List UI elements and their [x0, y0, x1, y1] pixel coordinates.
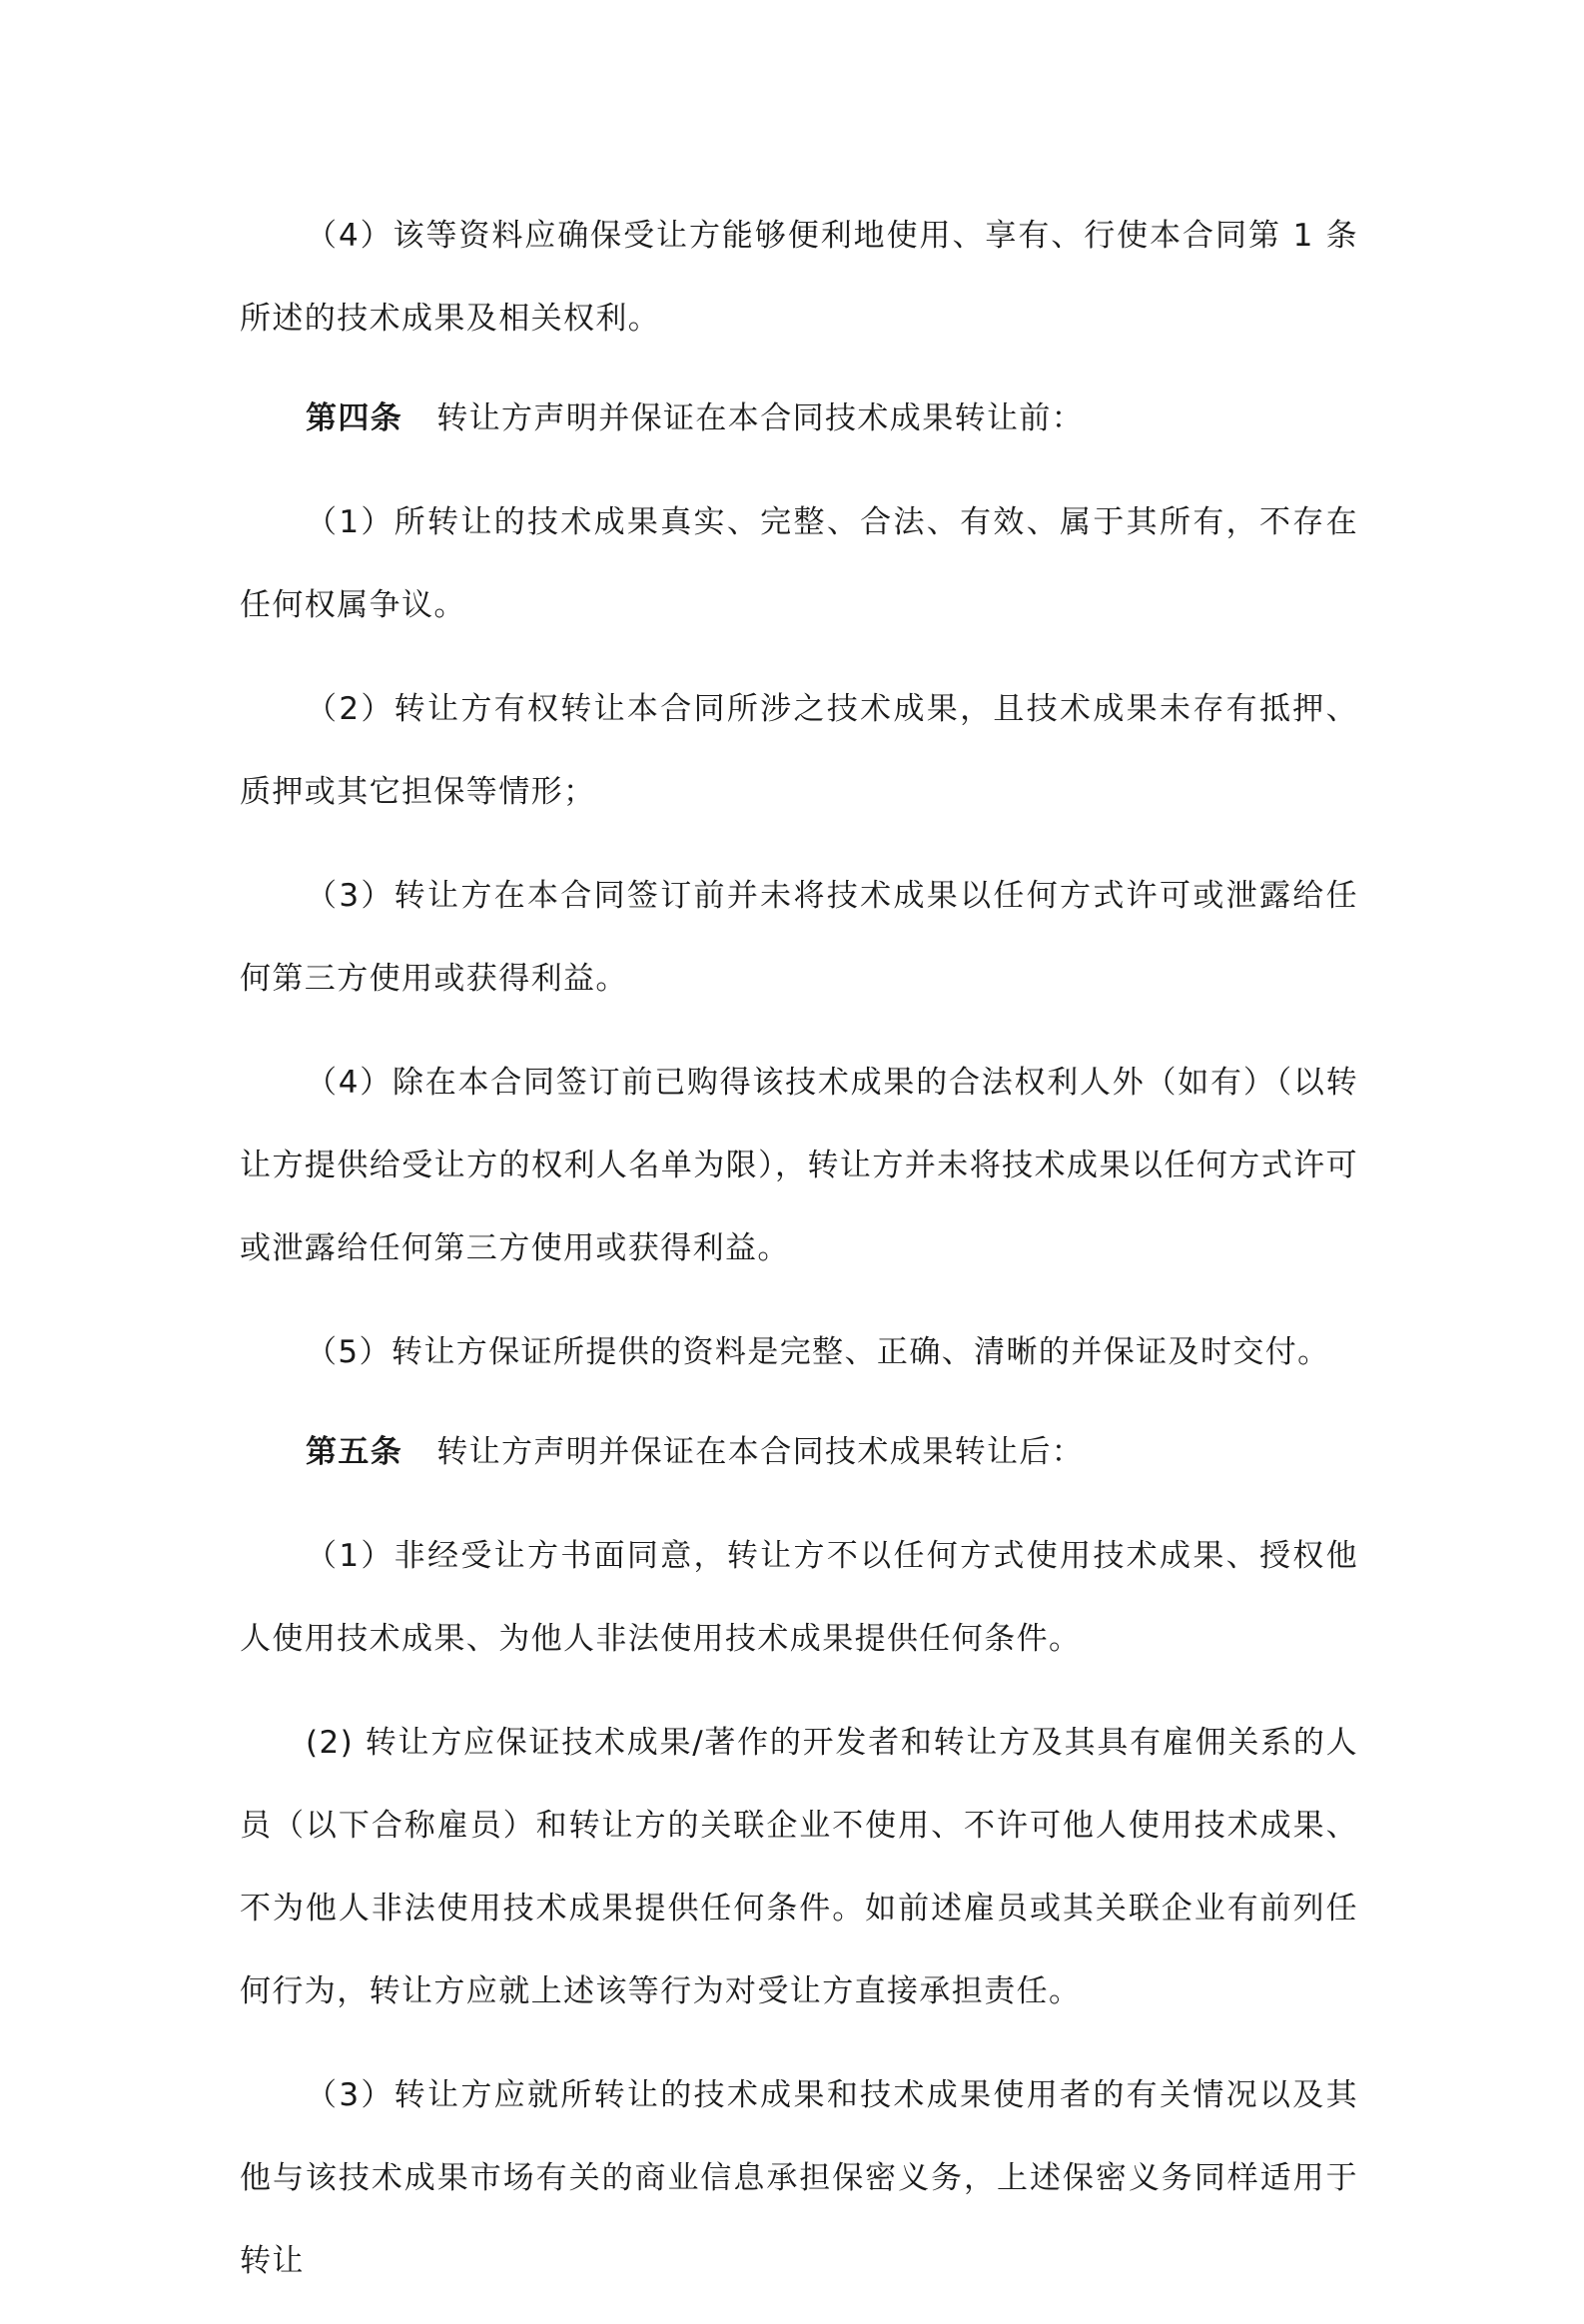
- paragraph-clause-4-4: （4）除在本合同签订前已购得该技术成果的合法权利人外（如有）（以转让方提供给受让方的权利人名单为限），转让方并未将技术成果以任何方式许可或泄露给任何第三方使用或获得利益。: [240, 1065, 1358, 1266]
- document-page: [240, 195, 1358, 2324]
- paragraph-clause-3-4: （4）该等资料应确保受让方能够便利地使用、享有、行使本合同第 1 条所述的技术成果及相关权利。: [240, 218, 1358, 337]
- paragraph-clause-4-5: （5）转让方保证所提供的资料是完整、正确、清晰的并保证及时交付。: [306, 1334, 1330, 1370]
- article-5-number: 第五条: [306, 1434, 403, 1470]
- paragraph-clause-5-3: （3）转让方应就所转让的技术成果和技术成果使用者的有关情况以及其他与该技术成果市场有关的商业信息承担保密义务，上述保密义务同样适用于转让: [240, 2077, 1358, 2279]
- paragraph-clause-4-2: （2）转让方有权转让本合同所涉之技术成果，且技术成果未存有抵押、质押或其它担保等情形；: [240, 691, 1358, 810]
- article-4-heading: [240, 378, 1358, 460]
- paragraph-clause-4-3: （3）转让方在本合同签订前并未将技术成果以任何方式许可或泄露给任何第三方使用或获得利益。: [240, 878, 1358, 997]
- article-5-heading: [240, 1411, 1358, 1494]
- paragraph-clause-4-1: （1）所转让的技术成果真实、完整、合法、有效、属于其所有，不存在任何权属争议。: [240, 504, 1358, 623]
- paragraph-clause-5-2: (2) 转让方应保证技术成果/著作的开发者和转让方及其具有雇佣关系的人员（以下合称雇员）和转让方的关联企业不使用、不许可他人使用技术成果、不为他人非法使用技术成果提供任何条件。如前述雇员或其关联企业有前列任何行为，转让方应就上述该等行为对受让方直接承担责任。: [240, 1725, 1358, 2009]
- article-5-title: 转让方声明并保证在本合同技术成果转让后：: [436, 1434, 1085, 1470]
- paragraph-clause-5-1: （1）非经受让方书面同意，转让方不以任何方式使用技术成果、授权他人使用技术成果、为他人非法使用技术成果提供任何条件。: [240, 1538, 1358, 1657]
- article-4-title: 转让方声明并保证在本合同技术成果转让前：: [436, 400, 1085, 436]
- article-4-number: 第四条: [306, 400, 403, 436]
